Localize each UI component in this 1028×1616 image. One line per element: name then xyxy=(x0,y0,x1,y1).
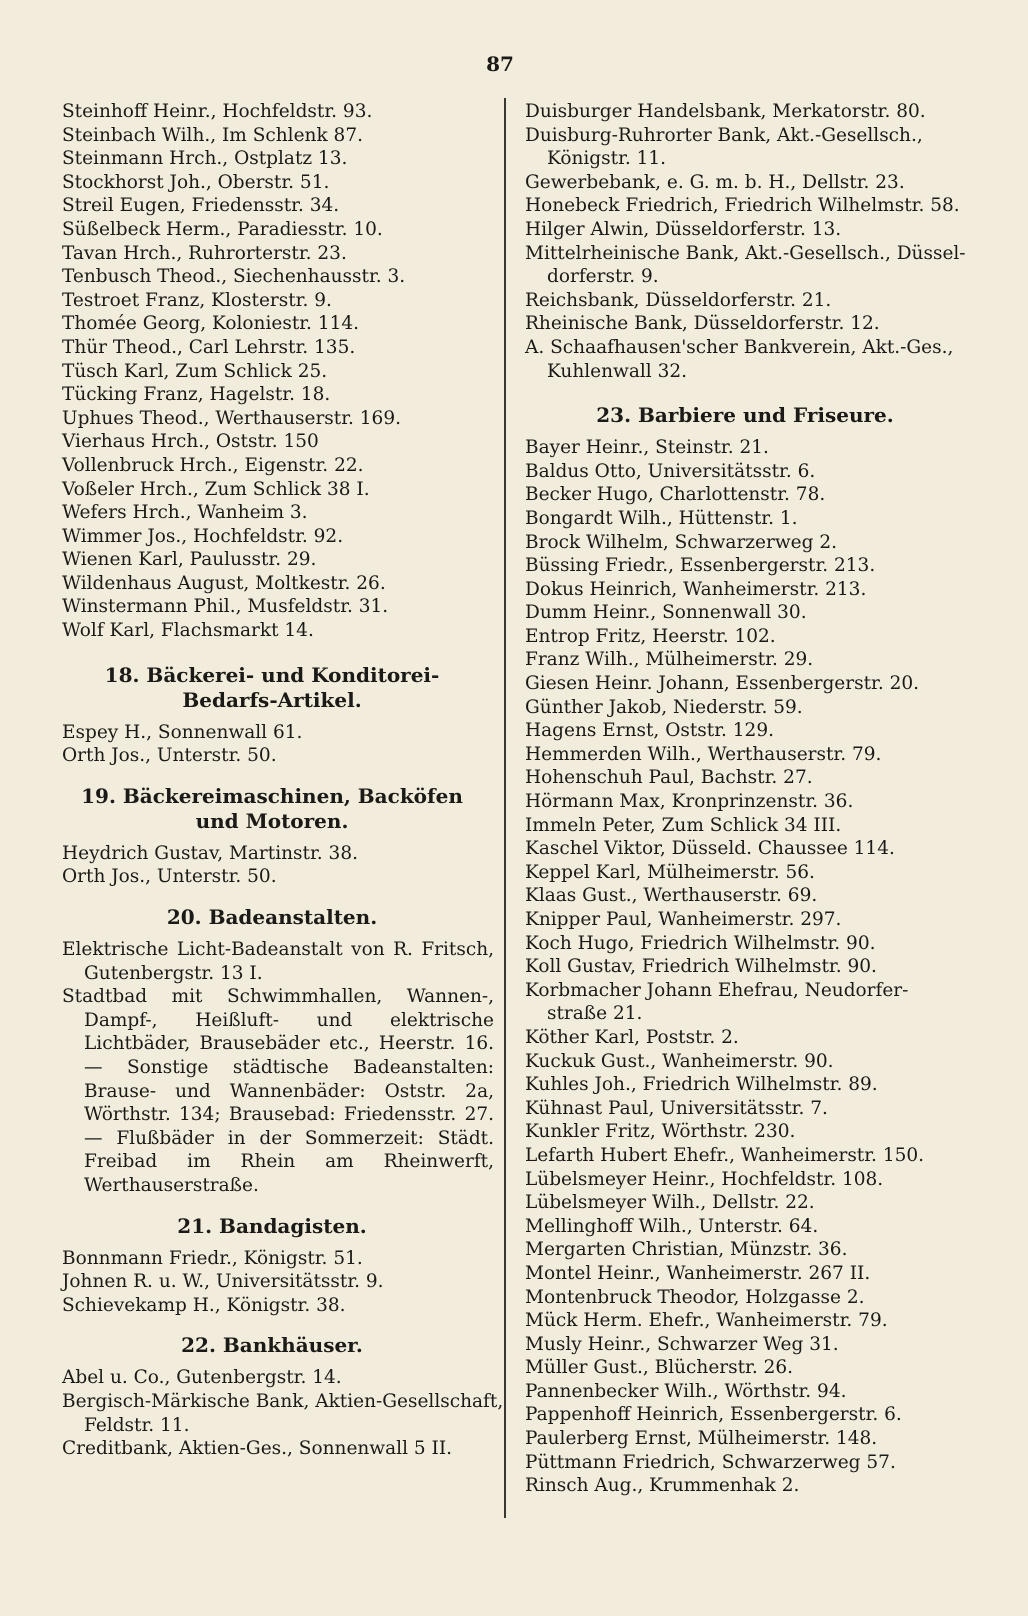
list-item: Duisburg-Ruhrorter Bank, Akt.-Gesellsch., Königstr. 11. xyxy=(525,124,923,170)
list-item: Kühnast Paul, Universitätsstr. 7. xyxy=(525,1097,828,1119)
list-item: Heydrich Gustav, Martinstr. 38. xyxy=(62,842,358,864)
list-item: Mergarten Christian, Münzstr. 36. xyxy=(525,1239,848,1261)
list-item: Tavan Hrch., Ruhrorterstr. 23. xyxy=(62,242,347,264)
list-item: Rinsch Aug., Krummenhak 2. xyxy=(525,1475,800,1497)
list-item: Thomée Georg, Koloniestr. 114. xyxy=(62,313,360,335)
list-item: Rheinische Bank, Düsseldorferstr. 12. xyxy=(525,313,880,335)
list-item: Püttmann Friedrich, Schwarzerweg 57. xyxy=(525,1451,896,1473)
section-22-title: 22. Bankhäuser. xyxy=(181,1333,363,1358)
list-item: Steinmann Hrch., Ostplatz 13. xyxy=(62,148,348,170)
list-item: Knipper Paul, Wanheimerstr. 297. xyxy=(525,909,842,930)
list-item: Orth Jos., Unterstr. 50. xyxy=(62,866,277,888)
list-item: Honebeck Friedrich, Friedrich Wilhelmstr. 58. xyxy=(525,195,960,217)
list-item: Montel Heinr., Wanheimerstr. 267 II. xyxy=(525,1262,871,1284)
list-item: Süßelbeck Herm., Paradiesstr. 10. xyxy=(62,218,383,240)
list-item: Lefarth Hubert Ehefr., Wanheimerstr. 150. xyxy=(525,1144,925,1166)
section-23-title: 23. Barbiere und Friseure. xyxy=(596,403,894,428)
list-item: Klaas Gust., Werthauserstr. 69. xyxy=(525,885,818,907)
barber-list xyxy=(525,436,965,1498)
list-item: Giesen Heinr. Johann, Essenbergerstr. 20. xyxy=(525,673,920,695)
list-item: Wolf Karl, Flachsmarkt 14. xyxy=(62,620,314,642)
list-item: Stockhorst Joh., Oberstr. 51. xyxy=(62,171,330,193)
list-item: Mittelrheinische Bank, Akt.-Gesellsch., Düssel- dorferstr. 9. xyxy=(525,242,966,288)
list-item: Kaschel Viktor, Düsseld. Chaussee 114. xyxy=(525,838,895,860)
list-item: Johnen R. u. W., Universitätsstr. 9. xyxy=(62,1271,384,1293)
list-item: Immeln Peter, Zum Schlick 34 III. xyxy=(525,814,842,836)
left-column xyxy=(62,100,502,1461)
list-item: Pannenbecker Wilh., Wörthstr. 94. xyxy=(525,1380,847,1402)
list-item: Entrop Fritz, Heerstr. 102. xyxy=(525,625,776,647)
list-item: Lübelsmeyer Wilh., Dellstr. 22. xyxy=(525,1192,815,1214)
section-20-title: 20. Badeanstalten. xyxy=(166,905,378,930)
list-item: Orth Jos., Unterstr. 50. xyxy=(62,745,277,767)
list-item: Baldus Otto, Universitätsstr. 6. xyxy=(525,460,816,482)
list-item: Reichsbank, Düsseldorferstr. 21. xyxy=(525,289,832,311)
list-item: Musly Heinr., Schwarzer Weg 31. xyxy=(525,1333,839,1355)
list-item: Voßeler Hrch., Zum Schlick 38 I. xyxy=(62,478,370,500)
list-item: Paulerberg Ernst, Mülheimerstr. 148. xyxy=(525,1428,878,1450)
column-divider xyxy=(504,98,506,1518)
list-item: Tenbusch Theod., Siechenhausstr. 3. xyxy=(62,266,406,288)
list-item: Stadtbad mit Schwimmhallen, Wannen-, Dampf-, Heißluft- und elektrische Lichtbäder, Brausebäder etc., Heerstr. 16. — Sonstige städtische Badeanstalten: Brause- und Wannenbäder: Oststr. 2a, Wörthstr. 134; Brausebad: Friedensstr. 27. — Flußbäder in der Sommerzeit: Städt. Freibad im Rhein am Rheinwerft, Werthauserstraße. xyxy=(62,986,494,1196)
list-item: Montenbruck Theodor, Holzgasse 2. xyxy=(525,1286,865,1308)
list-item: Vollenbruck Hrch., Eigenstr. 22. xyxy=(62,454,364,476)
list-item: Kuckuk Gust., Wanheimerstr. 90. xyxy=(525,1050,834,1072)
list-item: Hemmerden Wilh., Werthauserstr. 79. xyxy=(525,743,882,765)
list-item: Wienen Karl, Paulusstr. 29. xyxy=(62,549,317,571)
list-item: Büssing Friedr., Essenbergerstr. 213. xyxy=(525,555,876,577)
list-item: Hohenschuh Paul, Bachstr. 27. xyxy=(525,767,813,789)
directory-list-top xyxy=(62,100,502,643)
list-item: Vierhaus Hrch., Oststr. 150 xyxy=(62,431,319,453)
list-item: Dumm Heinr., Sonnenwall 30. xyxy=(525,602,807,624)
list-item: Wimmer Jos., Hochfeldstr. 92. xyxy=(62,525,344,547)
list-item: Gewerbebank, e. G. m. b. H., Dellstr. 23. xyxy=(525,171,905,193)
list-item: Lübelsmeyer Heinr., Hochfeldstr. 108. xyxy=(525,1168,884,1190)
list-item: Winstermann Phil., Musfeldstr. 31. xyxy=(62,596,389,618)
list-item: Koll Gustav, Friedrich Wilhelmstr. 90. xyxy=(525,956,877,978)
bank-list xyxy=(525,100,965,383)
list-item: Steinbach Wilh., Im Schlenk 87. xyxy=(62,124,363,146)
list-item: Schievekamp H., Königstr. 38. xyxy=(62,1294,346,1316)
right-column xyxy=(525,100,965,1498)
list-item: Bayer Heinr., Steinstr. 21. xyxy=(525,437,769,459)
section-18-title: 18. Bäckerei- und Konditorei- Bedarfs-Artikel. xyxy=(104,662,440,712)
list-item: Keppel Karl, Mülheimerstr. 56. xyxy=(525,861,815,883)
list-item: Mellinghoff Wilh., Unterstr. 64. xyxy=(525,1215,819,1237)
list-item: Wildenhaus August, Moltkestr. 26. xyxy=(62,572,386,594)
list-item: Bongardt Wilh., Hüttenstr. 1. xyxy=(525,507,798,529)
list-item: Becker Hugo, Charlottenstr. 78. xyxy=(525,484,826,506)
section-21-title: 21. Bandagisten. xyxy=(177,1213,367,1238)
list-item: Müller Gust., Blücherstr. 26. xyxy=(525,1357,794,1379)
list-item: Kunkler Fritz, Wörthstr. 230. xyxy=(525,1121,796,1143)
list-item: Mück Herm. Ehefr., Wanheimerstr. 79. xyxy=(525,1310,888,1332)
list-item: Bonnmann Friedr., Königstr. 51. xyxy=(62,1247,363,1269)
list-item: Elektrische Licht-Badeanstalt von R. Fritsch, Gutenbergstr. 13 I. xyxy=(62,939,494,984)
list-item: Uphues Theod., Werthauserstr. 169. xyxy=(62,407,401,429)
list-item: Steinhoff Heinr., Hochfeldstr. 93. xyxy=(62,101,373,122)
list-item: Thür Theod., Carl Lehrstr. 135. xyxy=(62,336,356,358)
list-item: Hörmann Max, Kronprinzenstr. 36. xyxy=(525,791,854,813)
list-item: Duisburger Handelsbank, Merkatorstr. 80. xyxy=(525,101,926,122)
list-item: Franz Wilh., Mülheimerstr. 29. xyxy=(525,649,814,671)
list-item: Wefers Hrch., Wanheim 3. xyxy=(62,502,308,524)
list-item: Abel u. Co., Gutenbergstr. 14. xyxy=(62,1367,342,1389)
list-item: Brock Wilhelm, Schwarzerweg 2. xyxy=(525,531,837,553)
list-item: Tüsch Karl, Zum Schlick 25. xyxy=(62,360,328,382)
list-item: Hilger Alwin, Düsseldorferstr. 13. xyxy=(525,218,842,240)
list-item: Kuhles Joh., Friedrich Wilhelmstr. 89. xyxy=(525,1074,878,1096)
list-item: Korbmacher Johann Ehefrau, Neudorfer- straße 21. xyxy=(525,979,909,1025)
list-item: Koch Hugo, Friedrich Wilhelmstr. 90. xyxy=(525,932,876,954)
list-item: Dokus Heinrich, Wanheimerstr. 213. xyxy=(525,578,867,600)
page-number: 87 xyxy=(486,52,514,76)
list-item: Köther Karl, Poststr. 2. xyxy=(525,1026,739,1048)
list-item: Streil Eugen, Friedensstr. 34. xyxy=(62,195,340,217)
list-item: Tücking Franz, Hagelstr. 18. xyxy=(62,384,331,406)
list-item: Testroet Franz, Klosterstr. 9. xyxy=(62,289,332,311)
list-item: Espey H., Sonnenwall 61. xyxy=(62,721,303,743)
list-item: Creditbank, Aktien-Ges., Sonnenwall 5 II. xyxy=(62,1438,453,1460)
section-19-title: 19. Bäckereimaschinen, Backöfen und Motoren. xyxy=(81,783,463,833)
list-item: Pappenhoff Heinrich, Essenbergerstr. 6. xyxy=(525,1404,902,1426)
list-item: Hagens Ernst, Oststr. 129. xyxy=(525,720,774,742)
list-item: Bergisch-Märkische Bank, Aktien-Gesellschaft, Feldstr. 11. xyxy=(62,1390,504,1436)
list-item: Günther Jakob, Niederstr. 59. xyxy=(525,696,803,718)
list-item: A. Schaafhausen'scher Bankverein, Akt.-Ges., Kuhlenwall 32. xyxy=(525,336,954,382)
